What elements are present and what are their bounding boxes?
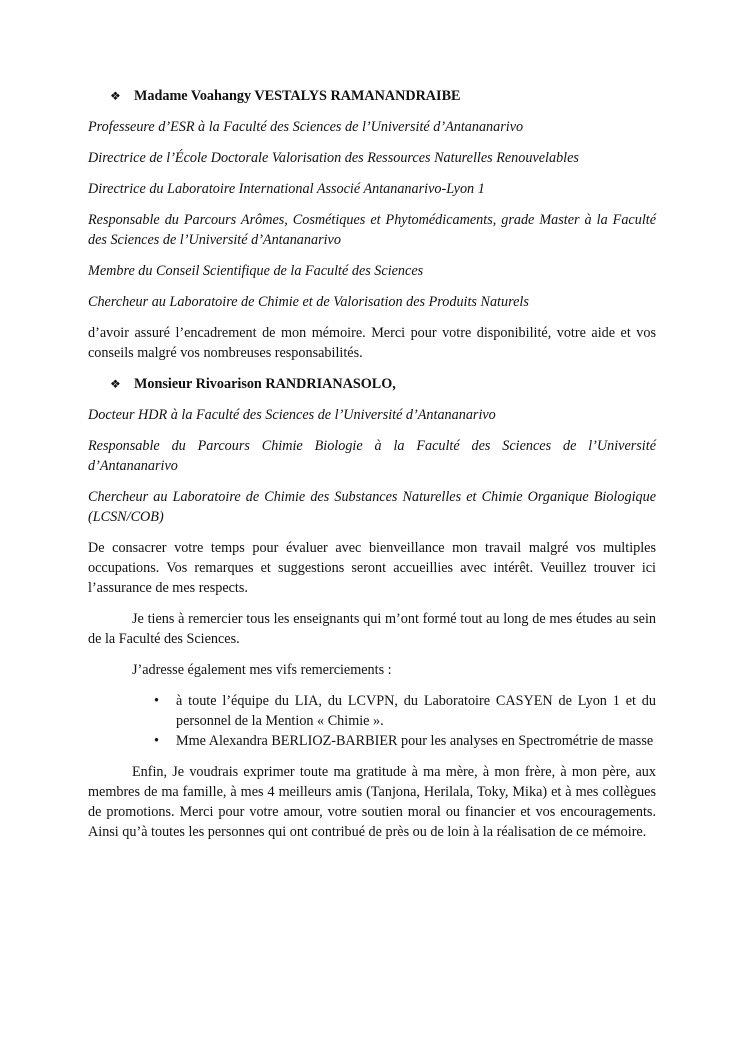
list-item <box>154 731 656 751</box>
section1-thanks: d’avoir assuré l’encadrement de mon mémoire. Merci pour votre disponibilité, votre aide et vos conseils malgré vos nombreuses responsabilités. <box>88 325 656 361</box>
section2-thanks: De consacrer votre temps pour évaluer avec bienveillance mon travail malgré vos multiples occupations. Vos remarques et suggestions seront accueillies avec intérêt. Veuillez trouver ici l’assurance de mes respects. <box>88 540 656 596</box>
section1-title-4: Responsable du Parcours Arômes, Cosmétiques et Phytomédicaments, grade Master à la Faculté des Sciences de l’Université d’Antananarivo <box>88 212 656 248</box>
diamond-bullet-icon: ❖ <box>110 89 121 103</box>
section1-heading-text: Madame Voahangy VESTALYS RAMANANDRAIBE <box>134 88 461 104</box>
section1-title-2: Directrice de l’École Doctorale Valorisation des Ressources Naturelles Renouvelables <box>88 150 579 166</box>
section1-title-1: Professeure d’ESR à la Faculté des Sciences de l’Université d’Antananarivo <box>88 119 524 135</box>
section1-title-3: Directrice du Laboratoire International Associé Antananarivo-Lyon 1 <box>88 181 485 197</box>
thanks-list <box>88 691 656 751</box>
paragraph-final: Enfin, Je voudrais exprimer toute ma gratitude à ma mère, à mon frère, à mon père, aux membres de ma famille, à mes 4 meilleurs amis (Tanjona, Herilala, Toky, Mika) et à mes collègues de promotions. Merci pour votre amour, votre soutien moral ou financier et vos encouragements. Ainsi qu’à toutes les personnes qui ont contribué de près ou de loin à la réalisation de ce mémoire. <box>88 764 656 840</box>
document-page <box>88 86 656 853</box>
paragraph-thanks-intro: J’adresse également mes vifs remerciements : <box>132 662 392 678</box>
list-item <box>154 691 656 731</box>
section2-heading-text: Monsieur Rivoarison RANDRIANASOLO, <box>134 376 396 392</box>
section2-title-1: Docteur HDR à la Faculté des Sciences de l’Université d’Antananarivo <box>88 407 496 423</box>
diamond-bullet-icon: ❖ <box>110 377 121 391</box>
section2-title-2: Responsable du Parcours Chimie Biologie à la Faculté des Sciences de l’Université d’Antananarivo <box>88 438 656 474</box>
section2-heading <box>88 374 656 394</box>
list-item-text: Mme Alexandra BERLIOZ-BARBIER pour les analyses en Spectrométrie de masse <box>176 733 654 749</box>
bullet-dot-icon: • <box>154 733 159 749</box>
bullet-dot-icon: • <box>154 693 159 709</box>
section2-title-3: Chercheur au Laboratoire de Chimie des Substances Naturelles et Chimie Organique Biologique (LCSN/COB) <box>88 489 656 525</box>
list-item-text: à toute l’équipe du LIA, du LCVPN, du Laboratoire CASYEN de Lyon 1 et du personnel de la Mention « Chimie ». <box>176 693 656 729</box>
section1-title-5: Membre du Conseil Scientifique de la Faculté des Sciences <box>88 263 424 279</box>
paragraph-teachers: Je tiens à remercier tous les enseignants qui m’ont formé tout au long de mes études au sein de la Faculté des Sciences. <box>88 611 656 647</box>
section1-heading <box>88 86 656 106</box>
section1-title-6: Chercheur au Laboratoire de Chimie et de Valorisation des Produits Naturels <box>88 294 529 310</box>
